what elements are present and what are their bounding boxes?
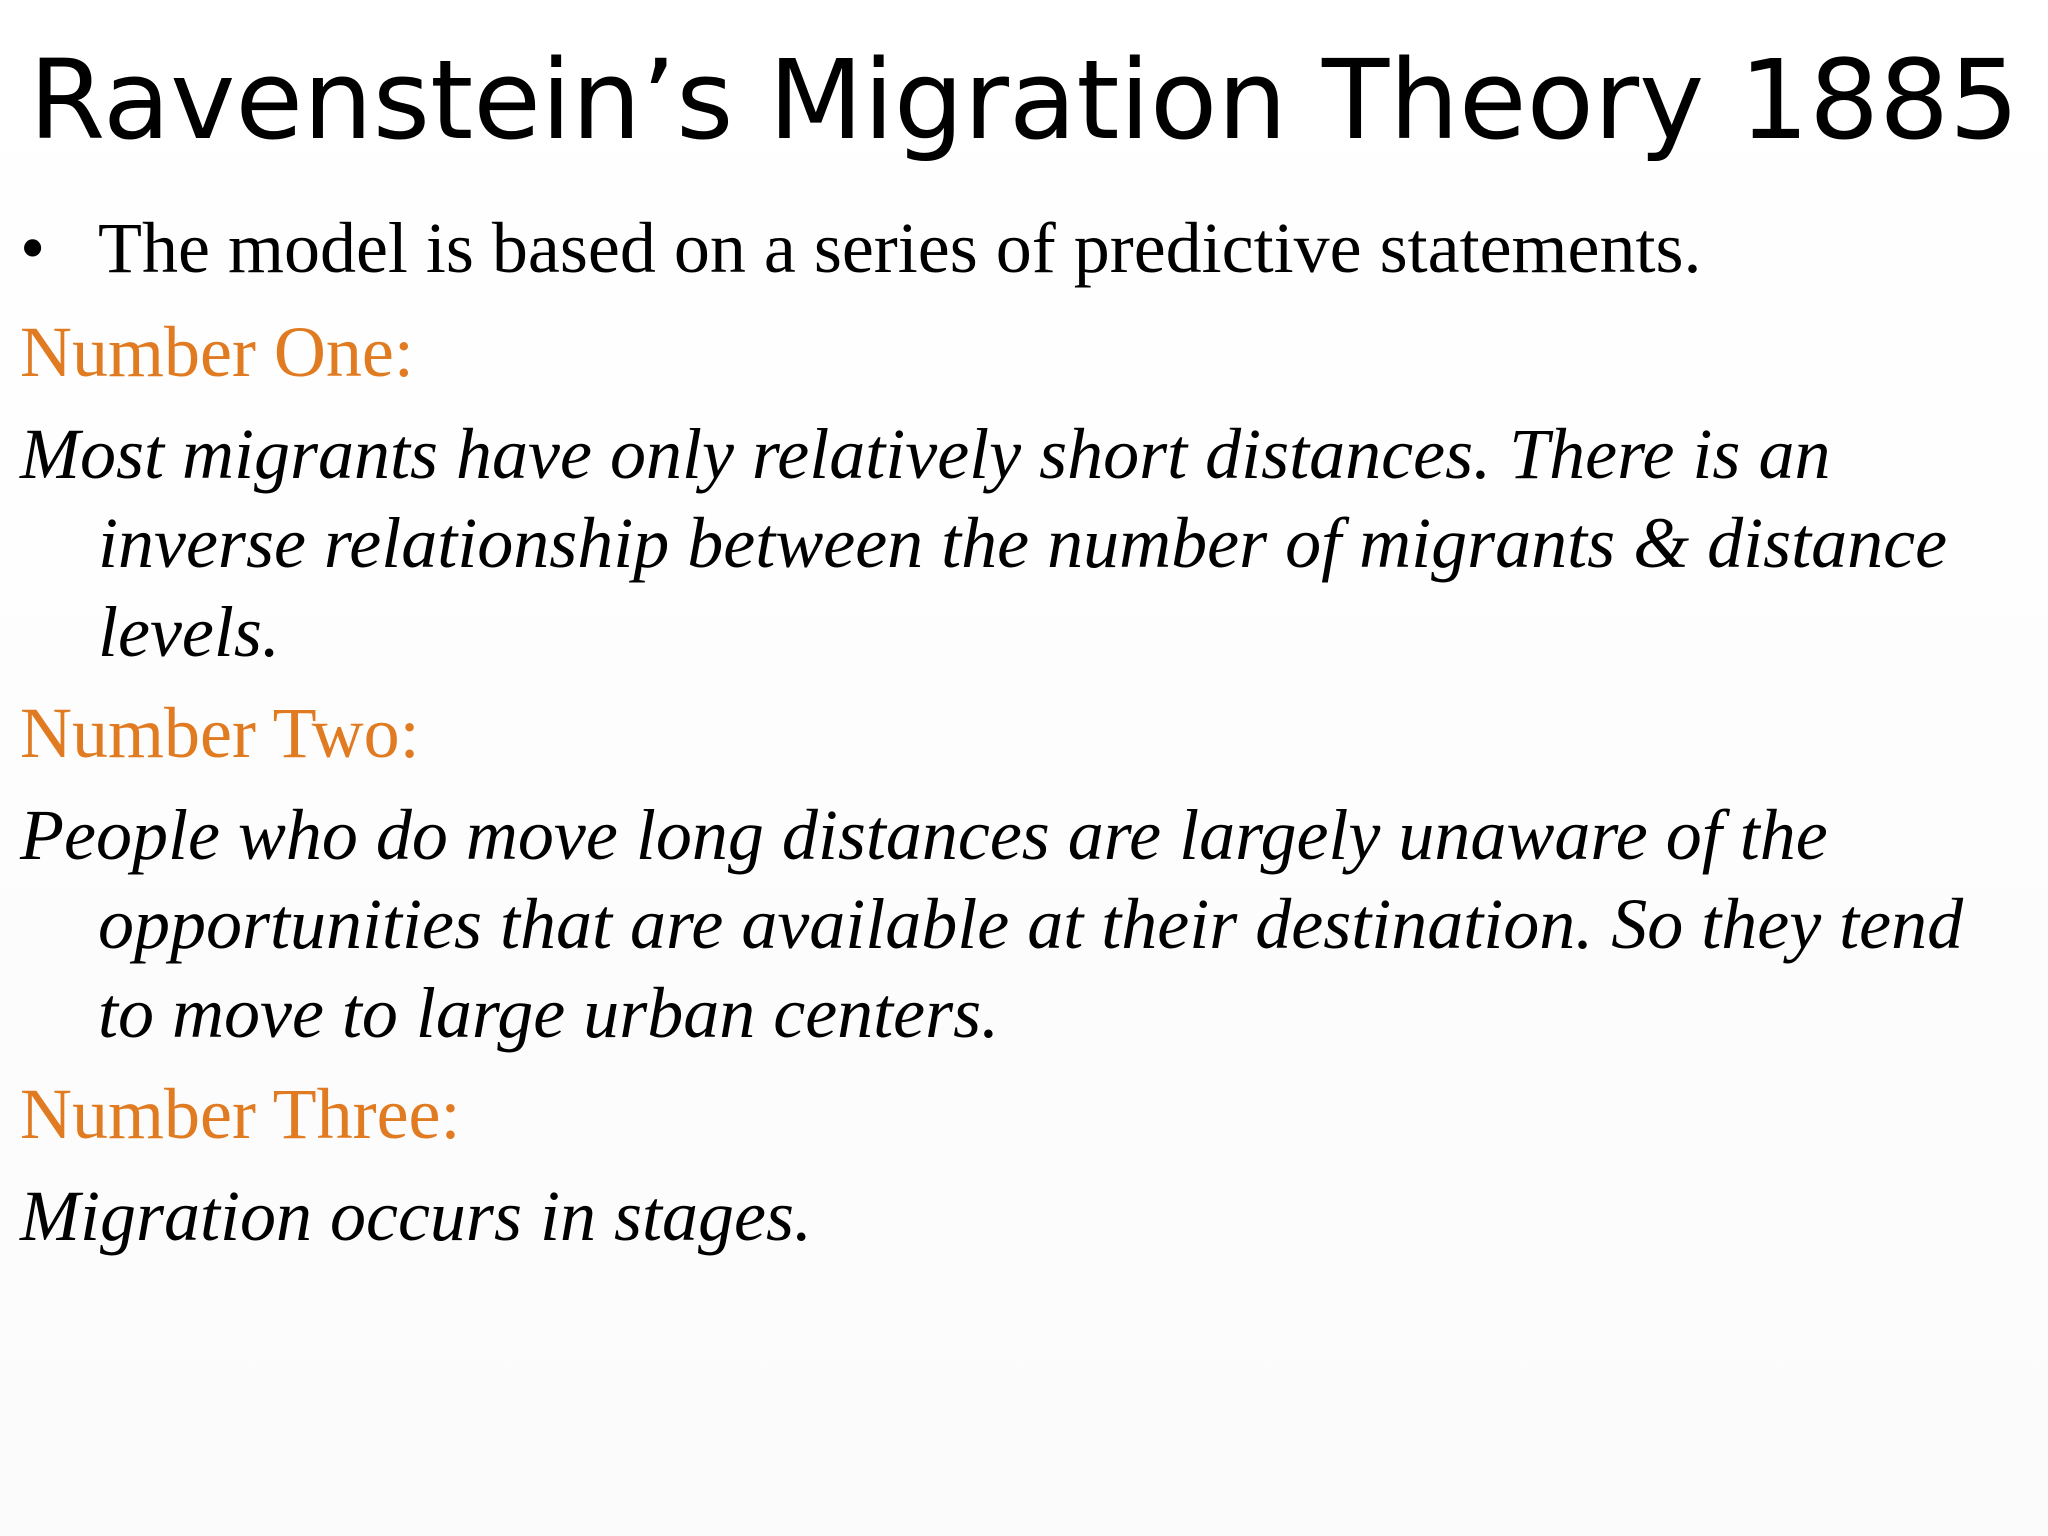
section-text-one: Most migrants have only relatively short distances. There is an inverse relationship between the number of migrants & distance levels. — [20, 414, 1948, 672]
intro-bullet — [20, 200, 2030, 296]
slide-title: Ravenstein’s Migration Theory 1885 — [28, 36, 2020, 164]
section-text-two: People who do move long distances are largely unaware of the opportunities that are available at their destination. So they tend to move to large urban centers. — [20, 795, 1964, 1053]
bullet-icon: • — [20, 208, 46, 288]
section-heading-two: Number Two: — [20, 693, 420, 773]
section-heading-three: Number Three: — [20, 1074, 461, 1154]
section-text-three: Migration occurs in stages. — [20, 1176, 812, 1256]
section-heading-one: Number One: — [20, 312, 414, 392]
slide-body — [20, 200, 2030, 1263]
intro-bullet-text: The model is based on a series of predictive statements. — [98, 208, 1702, 288]
